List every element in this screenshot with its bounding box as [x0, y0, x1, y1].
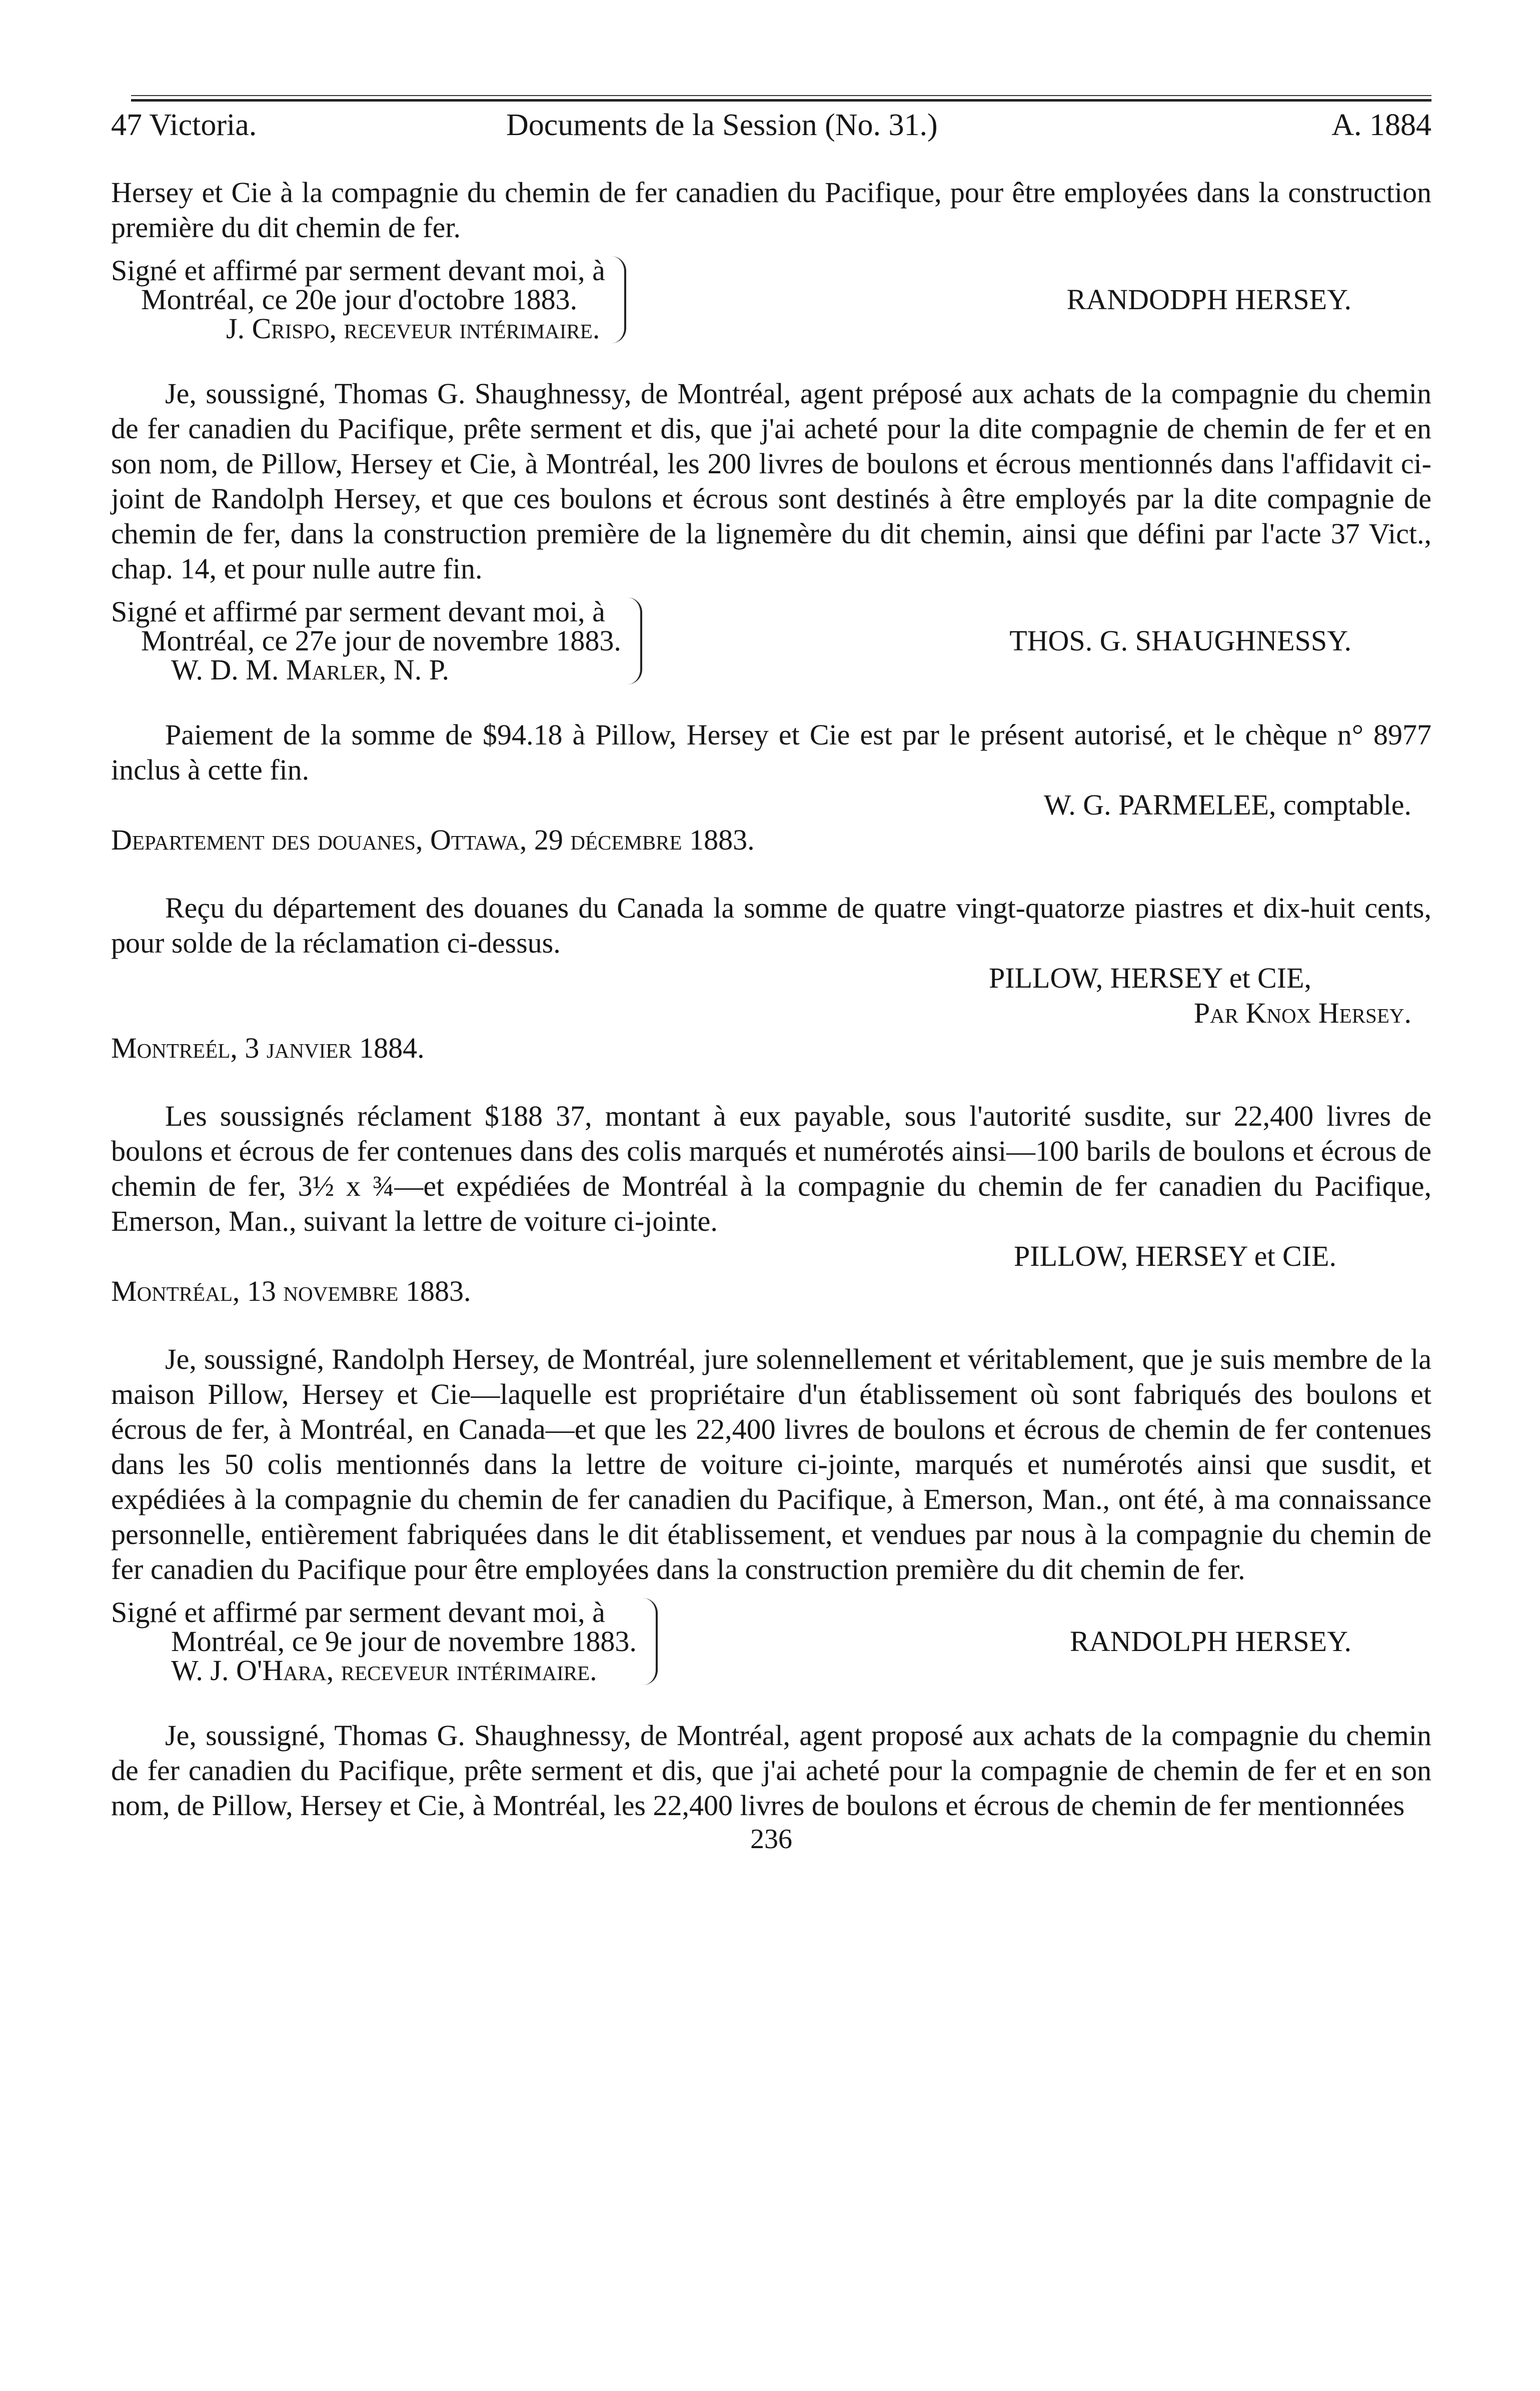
attestation-official: W. J. O'Hara, receveur intérimaire. — [171, 1654, 597, 1687]
receipt-paragraph: Reçu du département des douanes du Canada la somme de quatre vingt-quatorze piastres et dix-huit cents, pour solde de la réclamation ci-dessus. — [111, 892, 1431, 959]
attestation-line: Signé et affirmé par serment devant moi, à — [111, 1596, 605, 1629]
attestation-line: Signé et affirmé par serment devant moi, à — [111, 254, 605, 287]
brace-mark — [627, 597, 642, 684]
attestation-block-1 — [111, 256, 1431, 343]
affidavit-shaughnessy: Je, soussigné, Thomas G. Shaughnessy, de Montréal, agent préposé aux achats de la compagnie du chemin de fer canadien du Pacifique, prête serment et dis, que j'ai acheté pour la dite compagnie de chemin de fer et en son nom, de Pillow, Hersey et Cie, à Montréal, les 200 livres de boulons et écrous mentionnés dans l'affidavit ci-joint de Randolph Hersey, et que ces boulons et écrous sont destinés à être employés par la dite compagnie de chemin de fer, dans la construction première de la lignemère du dit chemin, ainsi que défini par l'acte 37 Vict., chap. 14, et pour nulle autre fin. — [111, 377, 1431, 585]
attestation-official: W. D. M. Marler, N. P. — [171, 653, 450, 686]
attestation-block-3 — [111, 1598, 1431, 1685]
attestation-line: Montréal, ce 9e jour de novembre 1883. — [171, 1625, 637, 1658]
firm-signature: PILLOW, HERSEY et CIE, — [989, 962, 1311, 994]
header-rule — [131, 95, 1431, 102]
dateline-montreal: Montreél, 3 janvier 1884. — [111, 1032, 425, 1064]
paragraph-continuation: Hersey et Cie à la compagnie du chemin de fer canadien du Pacifique, pour être employées dans la construction première du dit chemin de fer. — [111, 176, 1431, 244]
header-year: A. 1884 — [1331, 108, 1431, 142]
dateline-montreal: Montréal, 13 novembre 1883. — [111, 1275, 471, 1307]
attestation-official: J. Crispo, receveur intérimaire. — [226, 312, 600, 345]
payment-authorization: Paiement de la somme de $94.18 à Pillow, Hersey et Cie est par le présent autorisé, et le chèque n° 8977 inclus à cette fin. — [111, 718, 1431, 786]
brace-mark — [611, 256, 626, 343]
page-number: 236 — [750, 1824, 792, 1855]
firm-signatory: Par Knox Hersey. — [1193, 997, 1411, 1029]
document-page — [111, 105, 1431, 1855]
attestation-line: Montréal, ce 20e jour d'octobre 1883. — [141, 283, 578, 316]
brace-mark — [643, 1598, 658, 1685]
comptable-signature: W. G. PARMELEE, comptable. — [1043, 788, 1411, 821]
claim-paragraph: Les soussignés réclament $188 37, montant à eux payable, sous l'autorité susdite, sur 22,400 livres de boulons et écrous de fer contenues dans des colis marqués et numérotés ainsi—100 barils de boulons et écrous de chemin de fer, 3½ x ¾—et expédiées de Montréal à la compagnie du chemin de fer canadien du Pacifique, Emerson, Man., suivant la lettre de voiture ci-jointe. — [111, 1100, 1431, 1237]
attestation-line: Montréal, ce 27e jour de novembre 1883. — [141, 624, 621, 657]
signatory-name: RANDOLPH HERSEY. — [1070, 1625, 1351, 1658]
signatory-name: RANDODPH HERSEY. — [1066, 283, 1351, 316]
firm-signature: PILLOW, HERSEY et CIE. — [1014, 1240, 1336, 1272]
dateline-ottawa: Departement des douanes, Ottawa, 29 décembre 1883. — [111, 824, 755, 856]
affidavit-hersey: Je, soussigné, Randolph Hersey, de Montréal, jure solennellement et véritablement, que je suis membre de la maison Pillow, Hersey et Cie—laquelle est propriétaire d'un établissement où sont fabriqués des boulons et écrous de fer, à Montréal, en Canada—et que les 22,400 livres de boulons et écrous de chemin de fer contenues dans les 50 colis mentionnés dans la lettre de voiture ci-jointe, marqués et numérotés ainsi que susdit, et expédiées à la compagnie du chemin de fer canadien du Pacifique, à Emerson, Man., ont été, à ma connaissance personnelle, entièrement fabriquées dans le dit établissement, et vendues par nous à la compagnie du chemin de fer canadien du Pacifique pour être employées dans la construction première du dit chemin de fer. — [111, 1343, 1431, 1585]
header-title: Documents de la Session (No. 31.) — [506, 108, 938, 142]
attestation-block-2 — [111, 597, 1431, 684]
affidavit-shaughnessy-2: Je, soussigné, Thomas G. Shaughnessy, de Montréal, agent proposé aux achats de la compagnie du chemin de fer canadien du Pacifique, prête serment et dis, que j'ai acheté pour la compagnie de chemin de fer et en son nom, de Pillow, Hersey et Cie, à Montréal, les 22,400 livres de boulons et écrous de chemin de fer mentionnées — [111, 1719, 1431, 1822]
header-regnal-year: 47 Victoria. — [111, 108, 257, 142]
signatory-name: THOS. G. SHAUGHNESSY. — [1009, 624, 1351, 657]
running-header — [111, 105, 1431, 155]
attestation-line: Signé et affirmé par serment devant moi, à — [111, 595, 605, 628]
